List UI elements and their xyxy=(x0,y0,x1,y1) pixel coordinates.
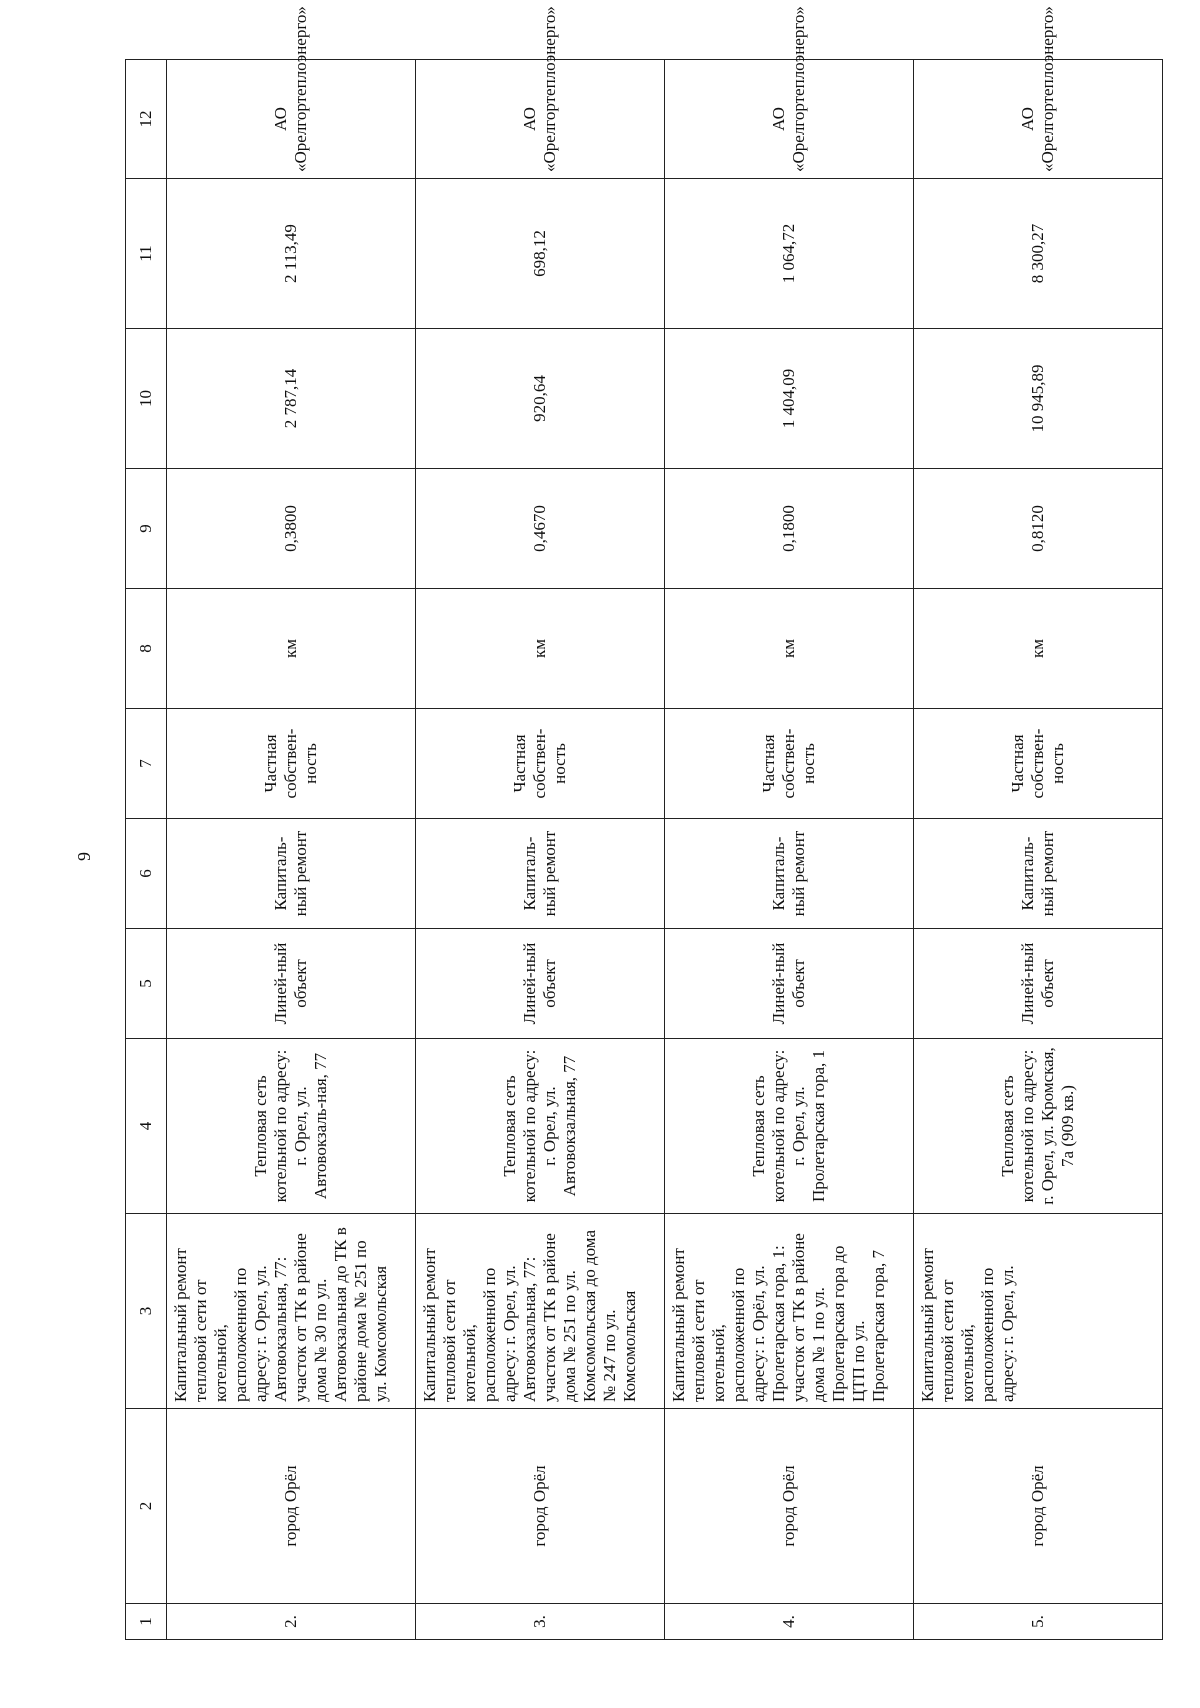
organization-cell: АО «Орелгортеплоэнерго» xyxy=(665,60,914,179)
description-cell: Капитальный ремонт тепловой сети от котельной, расположенной по адресу: г. Орел, ул. Автовокзальная, 77: участок от ТК в районе дома № 30 по ул. Автовокзальная до ТК в районе дома № 251 по ул. Комсомольская xyxy=(167,1214,416,1409)
col-header: 3 xyxy=(126,1214,167,1409)
city-cell: город Орёл xyxy=(665,1409,914,1604)
col-header: 11 xyxy=(126,179,167,329)
header-row xyxy=(126,60,167,1640)
col-header: 7 xyxy=(126,709,167,819)
city-cell: город Орёл xyxy=(416,1409,665,1604)
col-header: 1 xyxy=(126,1604,167,1640)
col-header: 12 xyxy=(126,60,167,179)
object-type-cell: Линей-ный объект xyxy=(914,929,1163,1039)
cost-part-cell: 698,12 xyxy=(416,179,665,329)
ownership-cell: Частная собствен-ность xyxy=(665,709,914,819)
unit-cell: км xyxy=(914,589,1163,709)
work-type-cell: Капиталь-ный ремонт xyxy=(416,819,665,929)
organization-cell: АО «Орелгортеплоэнерго» xyxy=(167,60,416,179)
cost-part-cell: 8 300,27 xyxy=(914,179,1163,329)
page-number: 9 xyxy=(74,852,94,861)
cost-total-cell: 1 404,09 xyxy=(665,329,914,469)
row-number: 4. xyxy=(665,1604,914,1640)
row-number: 2. xyxy=(167,1604,416,1640)
cost-part-cell: 2 113,49 xyxy=(167,179,416,329)
organization-cell: АО «Орелгортеплоэнерго» xyxy=(416,60,665,179)
length-cell: 0,3800 xyxy=(167,469,416,589)
rotated-table-wrapper xyxy=(125,6,1145,1640)
description-cell: Капитальный ремонт тепловой сети от котельной, расположенной по адресу: г. Орел, ул. xyxy=(914,1214,1163,1409)
object-type-cell: Линей-ный объект xyxy=(167,929,416,1039)
table-row xyxy=(665,60,914,1640)
length-cell: 0,8120 xyxy=(914,469,1163,589)
object-cell: Тепловая сеть котельной по адресу: г. Орел, ул. Автовокзаль-ная, 77 xyxy=(167,1039,416,1214)
city-cell: город Орёл xyxy=(914,1409,1163,1604)
col-header: 8 xyxy=(126,589,167,709)
object-type-cell: Линей-ный объект xyxy=(416,929,665,1039)
cost-total-cell: 2 787,14 xyxy=(167,329,416,469)
row-number: 3. xyxy=(416,1604,665,1640)
data-table xyxy=(125,6,1163,1640)
cost-total-cell: 920,64 xyxy=(416,329,665,469)
organization-cell: АО «Орелгортеплоэнерго» xyxy=(914,60,1163,179)
col-header: 10 xyxy=(126,329,167,469)
description-cell: Капитальный ремонт тепловой сети от котельной, расположенной по адресу: г. Орёл, ул. Пролетарская гора, 1: участок от ТК в районе дома № 1 по ул. Пролетарская гора до ЦТП по ул. Пролетарская гора, 7 xyxy=(665,1214,914,1409)
row-number: 5. xyxy=(914,1604,1163,1640)
object-type-cell: Линей-ный объект xyxy=(665,929,914,1039)
description-cell: Капитальный ремонт тепловой сети от котельной, расположенной по адресу: г. Орел, ул. Автовокзальная, 77: участок от ТК в районе дома № 251 по ул. Комсомольская до дома № 247 по ул. Комсомольская xyxy=(416,1214,665,1409)
object-cell: Тепловая сеть котельной по адресу: г. Орел, ул. Автовокзальная, 77 xyxy=(416,1039,665,1214)
unit-cell: км xyxy=(665,589,914,709)
length-cell: 0,1800 xyxy=(665,469,914,589)
col-header: 9 xyxy=(126,469,167,589)
work-type-cell: Капиталь-ный ремонт xyxy=(914,819,1163,929)
table-row xyxy=(167,60,416,1640)
ownership-cell: Частная собствен-ность xyxy=(167,709,416,819)
col-header: 2 xyxy=(126,1409,167,1604)
unit-cell: км xyxy=(416,589,665,709)
cost-total-cell: 10 945,89 xyxy=(914,329,1163,469)
ownership-cell: Частная собствен-ность xyxy=(416,709,665,819)
length-cell: 0,4670 xyxy=(416,469,665,589)
work-type-cell: Капиталь-ный ремонт xyxy=(665,819,914,929)
col-header: 4 xyxy=(126,1039,167,1214)
object-cell: Тепловая сеть котельной по адресу: г. Орел, ул. Кромская, 7а (909 кв.) xyxy=(914,1039,1163,1214)
work-type-cell: Капиталь-ный ремонт xyxy=(167,819,416,929)
unit-cell: км xyxy=(167,589,416,709)
object-cell: Тепловая сеть котельной по адресу: г. Орел, ул. Пролетарская гора, 1 xyxy=(665,1039,914,1214)
col-header: 6 xyxy=(126,819,167,929)
table-row xyxy=(914,60,1163,1640)
table-row xyxy=(416,60,665,1640)
col-header: 5 xyxy=(126,929,167,1039)
city-cell: город Орёл xyxy=(167,1409,416,1604)
cost-part-cell: 1 064,72 xyxy=(665,179,914,329)
ownership-cell: Частная собствен-ность xyxy=(914,709,1163,819)
